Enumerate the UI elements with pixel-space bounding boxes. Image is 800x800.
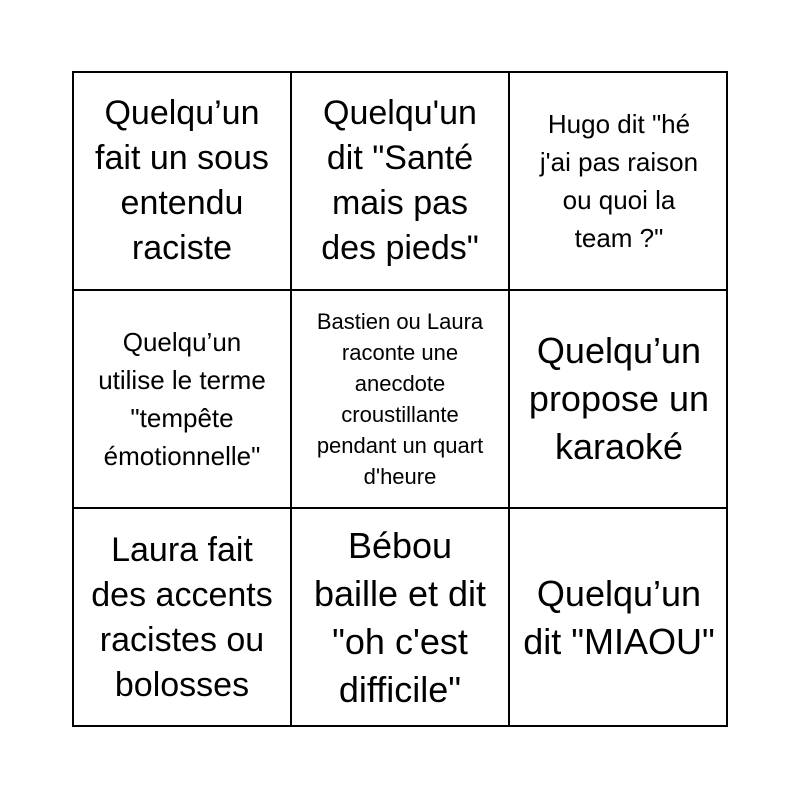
bingo-cell-text: Quelqu'un dit "Santé mais pas des pieds" xyxy=(321,94,479,267)
bingo-cell-5[interactable] xyxy=(292,291,510,509)
bingo-cell-6[interactable] xyxy=(510,291,728,509)
bingo-cell-3[interactable] xyxy=(510,73,728,291)
bingo-board xyxy=(72,71,728,727)
bingo-cell-text: Laura fait des accents racistes ou bolosses xyxy=(91,531,273,704)
bingo-cell-text: Quelqu’un utilise le terme "tempête émotionnelle" xyxy=(98,327,266,471)
bingo-cell-8[interactable] xyxy=(292,509,510,727)
bingo-cell-1[interactable] xyxy=(74,73,292,291)
bingo-cell-9[interactable] xyxy=(510,509,728,727)
bingo-cell-text: Bébou baille et dit "oh c'est difficile" xyxy=(313,525,487,710)
bingo-cell-text: Hugo dit "hé j'ai pas raison ou quoi la team ?" xyxy=(539,109,699,253)
bingo-cell-7[interactable] xyxy=(74,509,292,727)
bingo-cell-text: Quelqu’un propose un karaoké xyxy=(528,330,710,467)
bingo-cell-4[interactable] xyxy=(74,291,292,509)
bingo-cell-text: Bastien ou Laura raconte une anecdote croustillante pendant un quart d'heure xyxy=(316,309,484,489)
bingo-cell-text: Quelqu’un dit "MIAOU" xyxy=(523,573,715,662)
bingo-cell-text: Quelqu’un fait un sous entendu raciste xyxy=(95,94,269,267)
bingo-cell-2[interactable] xyxy=(292,73,510,291)
